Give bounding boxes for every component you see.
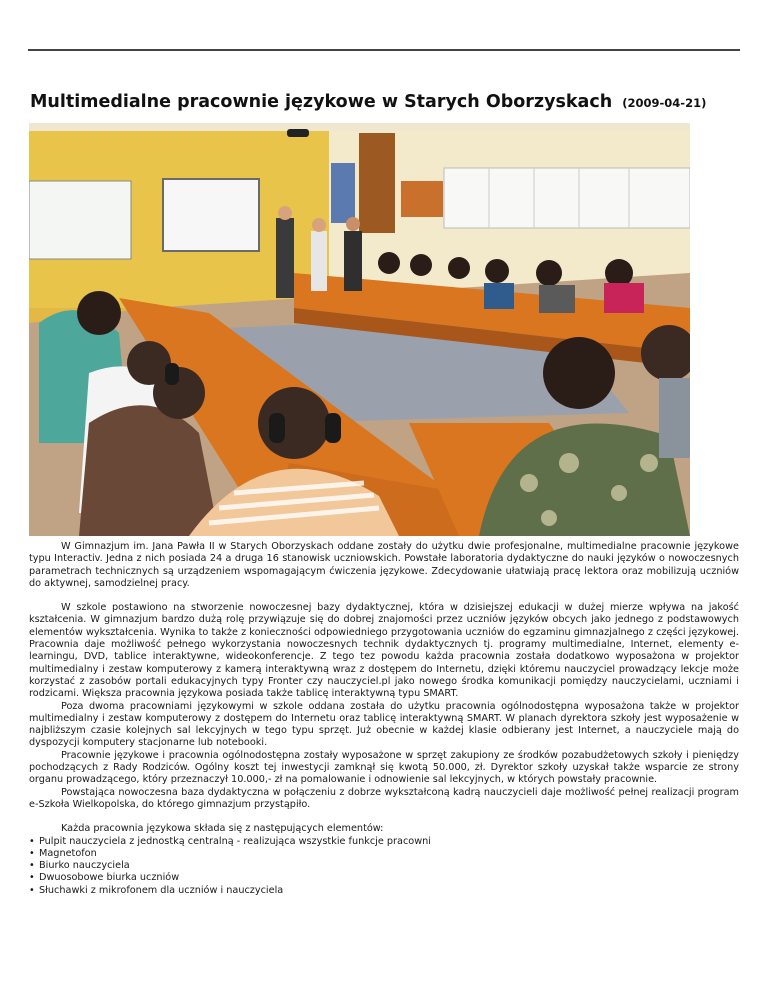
article-date: (2009-04-21)	[622, 96, 707, 110]
list-item: • Biurko nauczyciela	[29, 860, 739, 872]
equipment-list	[29, 836, 739, 897]
list-item: • Słuchawki z mikrofonem dla uczniów i nauczyciela	[29, 885, 739, 897]
article-body	[29, 541, 739, 897]
top-rule	[28, 49, 740, 51]
paragraph: W Gimnazjum im. Jana Pawła II w Starych Oborzyskach oddane zostały do użytku dwie profesjonalne, multimedialne pracownie językowe typu Interactiv. Jedna z nich posiada 24 a druga 16 stanowisk uczniowskich. Powstałe laboratoria dydaktyczne do nauki języków o nowoczesnych parametrach technicznych są urządzeniem wspomagającym ćwiczenia językowe. Zdecydowanie ułatwiają pracę lektora oraz mobilizują uczniów do aktywnej, samodzielnej pracy.	[29, 541, 739, 589]
list-item: • Pulpit nauczyciela z jednostką centralną - realizująca wszystkie funkcje pracowni	[29, 836, 739, 848]
paragraph: Poza dwoma pracowniami językowymi w szkole oddana została do użytku pracownia ogólnodostępna wyposażona także w projektor multimedialny i zestaw komputerowy z dostępem do Internetu oraz tablicę interaktywną SMART. W planach dyrektora szkoły jest wyposażenie w najbliższym czasie kolejnych sal lekcyjnych w tego typu sprzęt. Już obecnie w każdej klasie odbierany jest Internet, a nauczyciele mają do dyspozycji komputery stacjonarne lub notebooki.	[29, 700, 739, 749]
list-item: • Dwuosobowe biurka uczniów	[29, 872, 739, 884]
paragraph: W szkole postawiono na stworzenie nowoczesnej bazy dydaktycznej, która w dzisiejszej edukacji w dużej mierze wpływa na jakość kształcenia. W gimnazjum bardzo dużą rolę przywiązuje się do dobrej znajomości przez uczniów języków obcych jako jednego z podstawowych elementów wykształcenia. Wynika to także z konieczności odpowiedniego przygotowania uczniów do egzaminu gimnazjalnego z części językowej. Pracownia daje możliwość pełnego wykorzystania nowoczesnych technik dydaktycznych tj. programy multimedialne, Internet, elementy e-learningu, DVD, tablice interaktywne, wideokonferencje. Z tego tez powodu każda pracownia została dodatkowo wyposażona w projektor multimedialny i zestaw komputerowy z kamerą interaktywną wraz z dostępem do Internetu, dzięki któremu nauczyciel prowadzący lekcje może korzystać z zasobów portali edukacyjnych typy Fronter czy nauczyciel.pl jako nowego środka komunikacji pomiędzy nauczycielami, uczniami i rodzicami. Większa pracownia językowa posiada także tablicę interaktywną typu SMART.	[29, 602, 739, 700]
title-text: Multimedialne pracownie językowe w Starych Oborzyskach	[30, 92, 613, 112]
list-intro: Każda pracownia językowa składa się z następujących elementów:	[61, 823, 384, 835]
page-title	[30, 92, 750, 112]
classroom-photo	[29, 123, 690, 536]
paragraph: Pracownie językowe i pracownia ogólnodostępna zostały wyposażone w sprzęt zakupiony ze środków pozabudżetowych szkoły i pieniędzy pochodzących z Rady Rodziców. Ogólny koszt tej inwestycji zamknął się kwotą 50.000, zł. Dyrektor szkoły uzyskał także wsparcie ze strony organu prowadzącego, który przeznaczył 10.000,- zł na pomalowanie i odnowienie sal lekcyjnych, w których powstały pracownie.	[29, 749, 739, 786]
paragraph: Powstająca nowoczesna baza dydaktyczna w połączeniu z dobrze wykształconą kadrą nauczycieli daje możliwość pełnej realizacji program e-Szkoła Wielkopolska, do którego gimnazjum przystąpiło.	[29, 786, 739, 810]
list-item: • Magnetofon	[29, 848, 739, 860]
